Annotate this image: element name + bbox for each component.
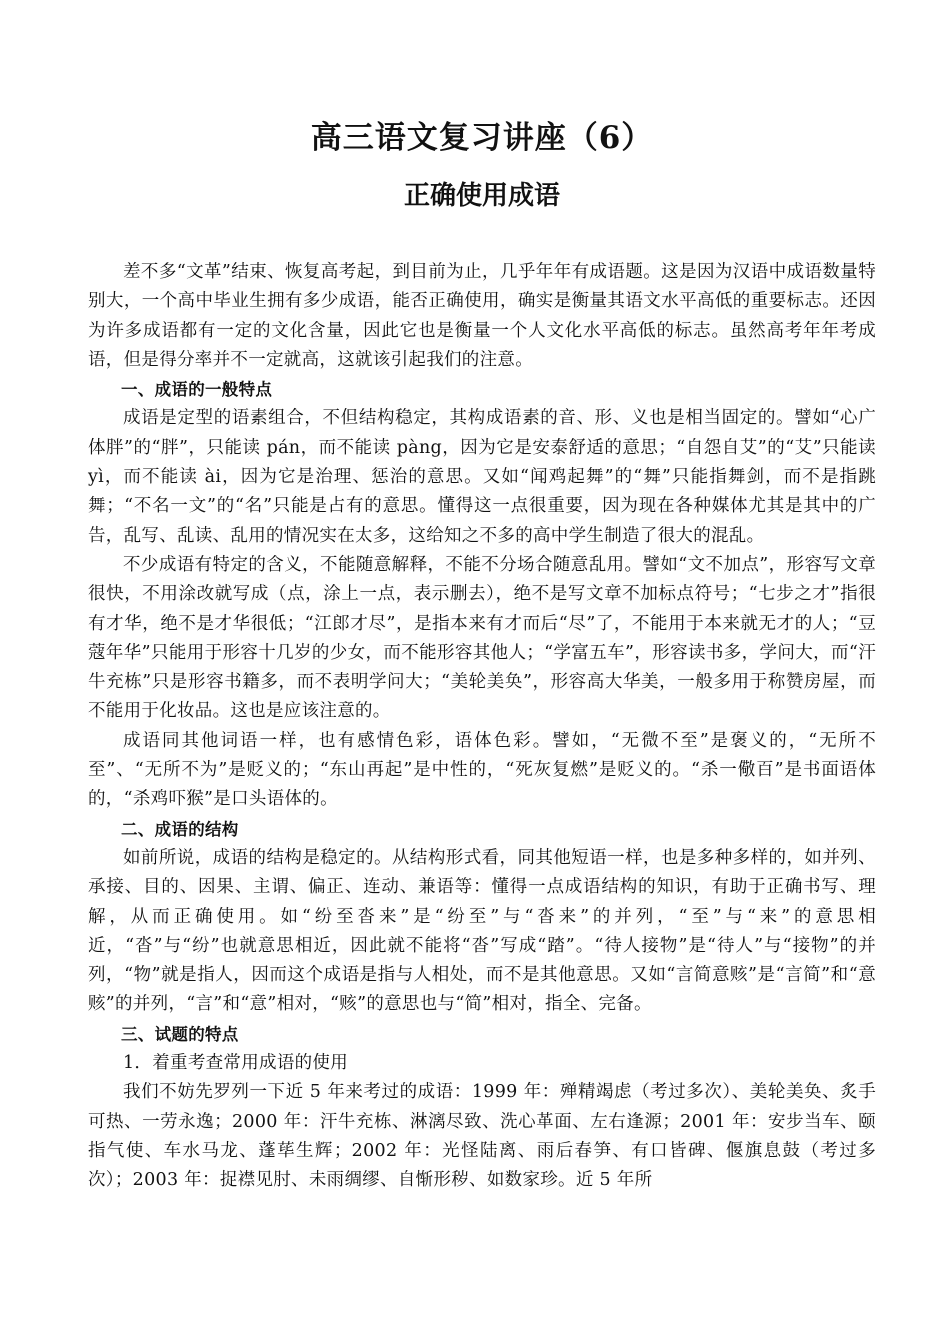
body-paragraph: 成语是定型的语素组合，不但结构稳定，其构成语素的音、形、义也是相当固定的。譬如“心广体胖”的“胖”，只能读 pán，而不能读 pàng，因为它是安泰舒适的意思；“自怨自艾”的“艾”只能读 yì，而不能读 ài，因为它是治理、惩治的意思。又如“闻鸡起舞”的“舞”只能指舞剑，而不是指跳舞；“不名一文”的“名”只能是占有的意思。懂得这一点很重要，因为现在各种媒体尤其是其中的广告，乱写、乱读、乱用的情况实在太多，这给知之不多的高中学生制造了很大的混乱。 bbox=[88, 408, 876, 546]
body-paragraph: 1．着重考查常用成语的使用 bbox=[123, 1053, 349, 1074]
body-paragraph: 如前所说，成语的结构是稳定的。从结构形式看，同其他短语一样，也是多种多样的，如并列、承接、目的、因果、主谓、偏正、连动、兼语等：懂得一点成语结构的知识，有助于正确书写、理解，从而正确使用。如“纷至沓来”是“纷至”与“沓来”的并列，“至”与“来”的意思相近，“沓”与“纷”也就意思相近，因此就不能将“沓”写成“踏”。“待人接物”是“待人”与“接物”的并列，“物”就是指人，因而这个成语是指与人相处，而不是其他意思。又如“言简意赅”是“言简”和“意赅”的并列，“言”和“意”相对，“赅”的意思也与“简”相对，指全、完备。 bbox=[88, 847, 876, 1015]
body-paragraph: 不少成语有特定的含义，不能随意解释，不能不分场合随意乱用。譬如“文不加点”，形容写文章很快，不用涂改就写成（点，涂上一点，表示删去），绝不是写文章不加标点符号；“七步之才”指很有才华，绝不是才华很低；“江郎才尽”，是指本来有才而后“尽”了，不能用于本来就无才的人；“豆蔻年华”只能用于形容十几岁的少女，而不能形容其他人；“学富五车”，形容读书多，学问大，而“汗牛充栋”只是形容书籍多，而不表明学问大；“美轮美奂”，形容高大华美，一般多用于称赞房屋，而不能用于化妆品。这也是应该注意的。 bbox=[88, 554, 876, 722]
body-paragraph: 差不多“文革”结束、恢复高考起，到目前为止，几乎年年有成语题。这是因为汉语中成语数量特别大，一个高中毕业生拥有多少成语，能否正确使用，确实是衡量其语文水平高低的重要标志。还因为许多成语都有一定的文化含量，因此它也是衡量一个人文化水平高低的标志。虽然高考年年考成语，但是得分率并不一定就高，这就该引起我们的注意。 bbox=[88, 262, 876, 370]
document-subtitle: 正确使用成语 bbox=[403, 181, 560, 211]
section-heading: 一、成语的一般特点 bbox=[121, 380, 273, 400]
section-heading: 二、成语的结构 bbox=[121, 819, 239, 839]
document-body bbox=[88, 258, 876, 1196]
section-heading: 三、试题的特点 bbox=[121, 1024, 239, 1044]
body-paragraph: 我们不妨先罗列一下近 5 年来考过的成语：1999 年：殚精竭虑（考过多次）、美轮美奂、炙手可热、一劳永逸；2000 年：汗牛充栋、淋漓尽致、洗心革面、左右逢源；2001 年：安步当车、颐指气使、车水马龙、蓬荜生辉；2002 年：光怪陆离、雨后春笋、有口皆碑、偃旗息鼓（考过多次）；2003 年：捉襟见肘、未雨绸缪、自惭形秽、如数家珍。近 5 年所 bbox=[88, 1082, 876, 1191]
document-page bbox=[88, 110, 876, 1196]
document-title: 高三语文复习讲座（6） bbox=[310, 120, 654, 156]
body-paragraph: 成语同其他词语一样，也有感情色彩，语体色彩。譬如，“无微不至”是褒义的，“无所不至”、“无所不为”是贬义的；“东山再起”是中性的，“死灰复燃”是贬义的。“杀一儆百”是书面语体的，“杀鸡吓猴”是口头语体的。 bbox=[88, 730, 876, 810]
